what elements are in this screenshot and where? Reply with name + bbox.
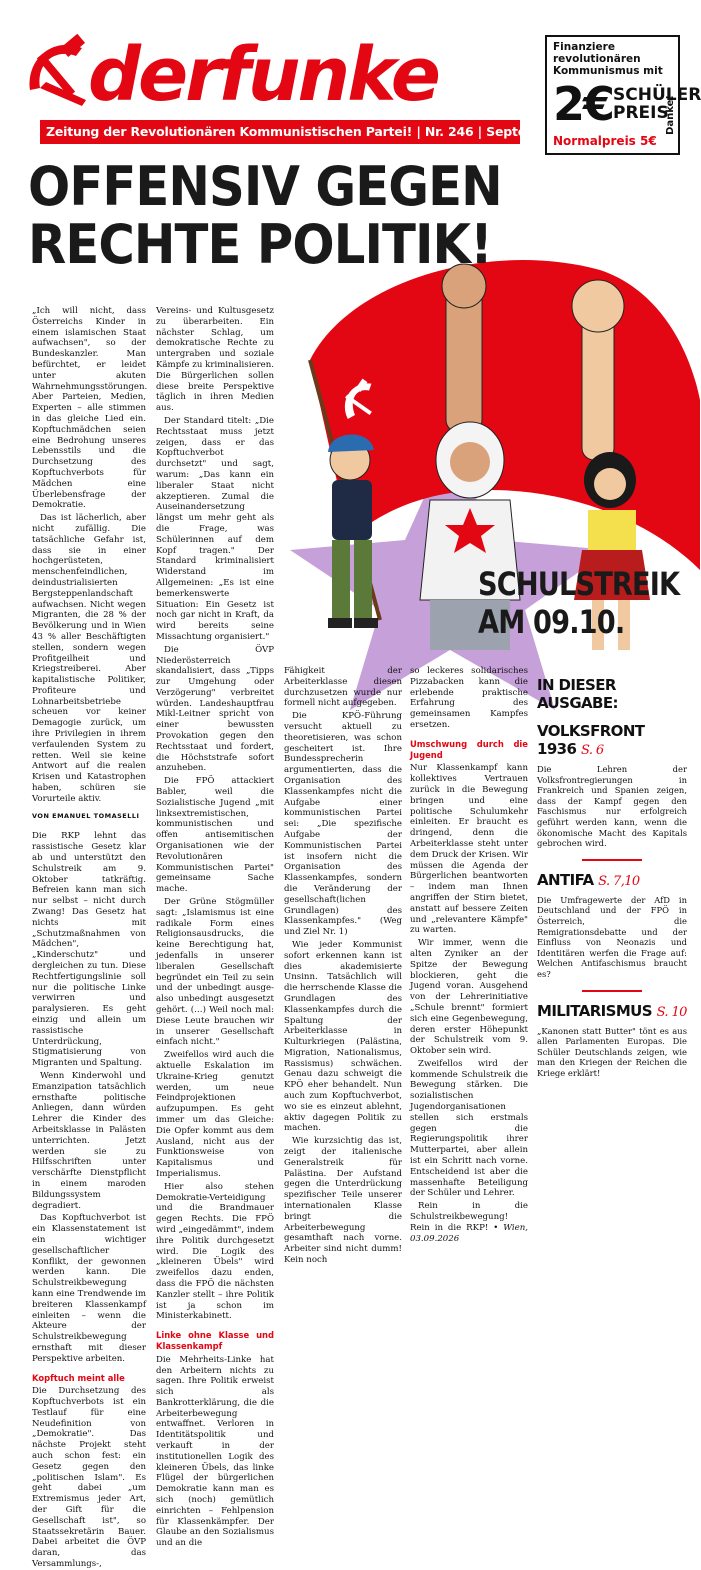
sidebar-divider [582,859,642,861]
col3-paragraph: Fähigkeit der Arbeiterklasse diesen durchzusetzen wurde nur formell nicht aufgegeben. [284,666,402,709]
school-strike-callout [478,565,679,641]
sidebar-item-title[interactable] [537,1002,687,1022]
col2-paragraph: Der Standard titelt: „Die Rechtsstaat muss jetzt zeigen, dass er das Kopftuchverbot durchsetzt" und sagt, warum: „Das kann ein liberaler Staat nicht akzeptieren. Zumal die Auseinandersetzung längst um mehr geht als die Frage, was Schülerinnen auf dem Kopf tragen." Der Standard kriminalisiert Widerstand im Allgemeinen: „Es ist eine bemerkenswerte Situation: Ein Gesetz ist noch gar nicht in Kraft, da wird bereits seine Missachtung organisiert." [156,415,274,642]
author-byline: VON EMANUEL TOMASELLI [32,811,140,820]
student-price-line1: SCHÜLER [613,85,701,105]
thanks-label: Danke! [665,95,676,135]
col2-paragraph: Vereins- und Kultusgesetz zu überarbeiten. Ein nächster Schlag, um demokratische Rechte zu untergraben und soziale Kämpfe zu kriminalisieren. Die Bürgerlichen sollen diese breite Perspektive täglich in ihren Medien aus. [156,306,274,414]
closing-call: Rein in die Schulstreikbewegung! Rein in die RKP! • [410,1201,528,1233]
col4-paragraph: Wir immer, wenn die alten Zyniker an der Spitze der Bewegung blockieren, geht die Jugend voran. Ausgehend von der Lehrerinitiative „Schule brennt" formiert sich eine Gegenbewegung, deren erster Höhepunkt der Schulstreik vom 9. Oktober sein wird. [410,938,528,1057]
article-column-2 [156,306,274,1549]
section-subhead: Umschwung durch die Jugend [410,738,528,760]
price-value: 2€ [553,77,614,131]
sidebar-item-page: S. 7,10 [598,873,640,889]
col3-paragraph: Wie jeder Kommunist sofort erkennen kann ist dies akademisierte Unsinn. Tatsächlich will die herrschende Klasse die Grundlagen des Klassenkampfes durch die Spaltung der Arbeiterklasse in Kulturkriegen (Palästina, Migration, Nationalismus, Rassismus) schwächen. Genau dazu schweigt die KPÖ eher behandelt. Nun auch zum Kopftuchverbot, wo sie es einzeut ablehnt, aktiv dagegen Politik zu machen. [284,939,402,1134]
sidebar-item-page: S. 10 [656,1004,687,1020]
col4-paragraph: so leckeres solidarisches Pizzabacken kann die erlebende praktische Erfahrung des gemeinsamen Kampfes ersetzen. [410,666,528,730]
section-subhead: Linke ohne Klasse und Klassenkampf [156,1330,274,1351]
masthead [0,0,700,160]
headline-line2: RECHTE POLITIK! [28,213,492,276]
col4-paragraph: Zweifellos wird der kommende Schulstreik die Bewegung stärken. Die sozialistischen Jugendorganisationen stellen sich erstmals gegen die Regierungspolitik ihrer Mutterpartei, aber allein ist ein Schritt nach vorne. Entscheidend ist aber die massenhafte Beteiligung der Schüler und Lehrer. [410,1058,528,1199]
student-price-label [613,87,701,123]
article-signature: Wien, 03.09.2026 [410,1222,528,1244]
col1-paragraph: Wenn Kinderwohl und Emanzipation tatsächlich ernsthafte politische Anliegen, dann würden Lehrer die Kinder des Arbeitsklasse in Palästen unterrichten. Jetzt werden sie zu Hilfsschriften unter verschärfte Dienstpflicht in einem maroden Bildungssystem degradiert. [32,1070,146,1211]
issue-contents-sidebar [537,676,687,1078]
col2-paragraph: Der Grüne Stögmüller sagt: „Islamismus ist eine radikale Form eines Religionsausdrucks, die keine Berechtigung hat, jedenfalls in unserer liberalen Gesellschaft begründet ein Teil zu sein und der unbedingt ausge- also unbedingt ausgesetzt gehört. (…) Weil noch mal: Diese Leute brauchen wir in unserer Gesellschaft einfach nicht." [156,897,274,1048]
sidebar-item-text: Die Umfragewerte der AfD in Deutschland und der FPÖ in Österreich, die Remigrationsdebatte und der Einfluss von Neonazis und Identitären werfen die Frage auf: Welchen Antifaschismus braucht es? [537,894,687,979]
col2-paragraph: Die FPÖ attackiert Babler, weil die Sozialistische Jugend „mit linksextremistischen, kommunistischen und offen antisemitischen Organisationen wie der Revolutionären Kommunistischen Partei" gemeinsame Sache mache. [156,776,274,895]
col1-paragraph: Das ist lächerlich, aber nicht zufällig. Die tatsächliche Gefahr ist, dass sie in einer hochgerüsteten, menschenfeindlichen, deindustrialisierten Bergsteppenlandschaft aufwachsen. Nicht wegen Migranten, die 28 % der Bevölkerung und in Wien 43 % aller Beschäftigten stellen, sondern wegen Profitgeilheit und Kriegstreiberei. Aber kapitalistische Politiker, Profiteure und Lohnarbeitsbetriebe scheuen vor keiner Demagogie zurück, um ihre Privilegien in ihrem verfaulenden System zu retten. Weil sie keine Antwort auf die realen Krisen und Katastrophen haben, schüren sie Vorurteile aktiv. [32,513,146,804]
sidebar-item-name: MILITARISMUS [537,1001,652,1020]
sidebar-item-page: S. 6 [580,743,604,758]
tagline: Zeitung der Revolutionären Kommunistischen Partei! | Nr. 246 | September 2026 [40,120,520,144]
sidebar-item-text: Die Lehren der Volksfrontregierungen in Frankreich und Spanien zeigen, dass der Kampf gegen den Faschismus nur erfolgreich geführt werden kann, wenn die ökonomische Macht des Kapitals gebrochen wird. [537,764,687,849]
logo-text: derfunke [88,32,438,118]
col1-paragraph: Die Durchsetzung des Kopftuchverbots ist ein Testlauf für eine Neudefinition von „Demokratie". Das nächste Projekt steht auch schon fest: ein Gesetz gegen den „politischen Islam". Es geht dabei „um Extremismus jeder Art, der Gift für die Gesellschaft ist", so Staatssekretärin Bauer. Dabei arbeitet die ÖVP daran, das Versammlungs-, [32,1386,146,1570]
sidebar-item-name: ANTIFA [537,870,594,889]
col2-paragraph: Die Mehrheits-Linke hat den Arbeitern nichts zu sagen. Ihre Politik erweist sich als Bankrotterklärung, die die Arbeiterbewegung entwaffnet. Verloren in Identitätspolitik und verkauft in der institutionellen Logik des kleineren Übels, das linke Flügel der bürgerlichen Demokratie kann man es sich (noch) gemütlich einrichten – Fehlpension für Klassenkämpfer. Der Glaube an den Sozialismus und an die [156,1354,274,1549]
student-price-line2: PREIS [613,102,669,123]
article-column-3 [284,666,402,1266]
col3-paragraph: Die KPÖ-Führung versucht aktuell zu theoretisieren, was schon gescheitert ist. Ihre Bundessprecherin argumentierten, dass die Organisation des Klassenkampfes nicht die Aufgabe einer kommunistischen Partei sei: „Die spezifische Aufgabe der Kommunistischen Partei ist insofern nicht die Organisation des Klassenkampfes, sondern die Veränderung der gesellschaft(lichen Grundlagen) des Klassenkampfes." (Weg und Ziel Nr. 1) [284,711,402,938]
hammer-sickle-logo-icon [22,30,94,110]
col2-paragraph: Hier also stehen Demokratie-Verteidigung und die Brandmauer gegen Rechts. Die FPÖ wird „eingedämmt", indem ihre Politik durchgesetzt wird. Die Logik des „kleineren Übels" wird zweifellos dazu enden, dass die FPÖ die nächsten Kanzler stellt – ihre Politik ist ja schon im Ministerkabinett. [156,1181,274,1322]
sidebar-item-text: „Kanonen statt Butter" tönt es aus allen Parlamenten Europas. Die Schüler Deutschlands zeigen, wie man den Kriegen der Reichen die Kriege erklärt! [537,1025,687,1078]
article-column-1 [32,306,148,1570]
col1-paragraph: Das Kopftuchverbot ist ein Klassenstatement ist ein wichtiger gesellschaftlicher Konflikt, der gewonnen werden kann. Die Schulstreikbewegung kann eine Trendwende im breiteren Klassenkampf einleiten – wenn die Akteure der Schulstreikbewegung ernsthaft mit dieser Perspektive arbeiten. [32,1213,146,1364]
sidebar-item-title[interactable] [537,722,687,760]
sidebar-heading: IN DIESER AUSGABE: [537,676,618,712]
callout-line1: SCHULSTREIK [478,565,680,603]
col1-paragraph: Die RKP lehnt das rassistische Gesetz klar ab und unterstützt den Schulstreik am 9. Oktober tatkräftig. Befreien kann man sich nur selbst – nicht durch Zwang! Das Gesetz hat nichts mit „Schutzmaßnahmen von Mädchen", „Kinderschutz" und dergleichen zu tun. Diese Rechtfertigungslinie soll nur die politische Linke verwirren und paralysieren. Es geht einzig und allein um rassistische Unterdrückung, Stigmatisierung von Migranten und Spaltung. [32,831,146,1069]
col1-paragraph: „Ich will nicht, dass Österreichs Kinder in einem islamischen Staat aufwachsen", so der Bundeskanzler. Man befürchtet, er leidet unter akuten Wahrnehmungsstörungen. Aber Parteien, Medien, Experten – alle stimmen in das gleiche Lied ein. Kopftuchmädchen seien eine Bedrohung unseres Lebensstils und die Durchsetzung des Kopftuchverbots für Mädchen eine Überlebensfrage der Demokratie. [32,306,148,511]
article-column-4 [410,666,528,1244]
sidebar-item-name: VOLKSFRONT 1936 [537,722,645,758]
price-box-heading: Finanziere revolutionären Kommunismus mit [553,41,663,78]
sidebar-divider [582,990,642,992]
col2-paragraph: Zweifellos wird auch die aktuelle Eskalation im Ukraine-Krieg genutzt werden, um neue Feindprojektionen aufzupumpen. Es geht immer um das Gleiche: Die Opfer kommt aus dem Ausland, nicht aus der Funktionsweise von Kapitalismus und Imperialismus. [156,1050,274,1179]
col4-paragraph: Nur Klassenkampf kann kollektives Vertrauen zurück in die Bewegung bringen und eine politische Schulumkehr einleiten. Er braucht es dringend, denn die Arbeiterklasse steht unter dem Druck der Krisen. Wir müssen die Agenda der Bürgerlichen beantworten – indem man Ihnen angriffen der Stirn bietet, anstatt auf bessere Zeiten und „relevantere Kämpfe" zu warten. [410,763,528,936]
headline-line1: OFFENSIV GEGEN [28,155,502,218]
price-box [545,35,701,155]
callout-line2: AM 09.10. [478,603,625,641]
col2-paragraph: Die ÖVP Niederösterreich skandalisiert, dass „Tipps zur Umgehung oder Verzögerung" verbreitet würden. Landeshauptfrau Mikl-Leitner spricht von einer bewussten Provokation gegen den Rechtsstaat und fordert, die Höchststrafe sofort anzuheben. [156,644,274,774]
col3-paragraph: Wie kurzsichtig das ist, zeigt der italienische Generalstreik für Palästina. Der Aufstand gegen die Unterdrückung spezifischer Teile unserer internationalen Klasse bringt die Arbeiterbewegung gesamthaft nach vorne. Arbeiter sind nicht dumm! Kein noch [284,1136,402,1266]
normal-price: Normalpreis 5€ [553,134,657,148]
main-headline [28,155,617,276]
sidebar-item-title[interactable] [537,871,687,891]
section-subhead: Kopftuch meint alle [32,1372,125,1383]
col4-paragraph [410,1201,528,1244]
